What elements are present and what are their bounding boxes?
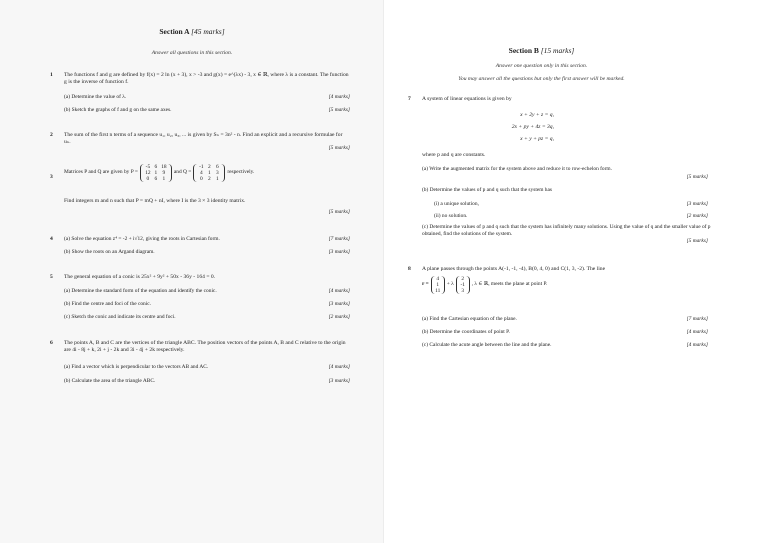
line-equation bbox=[422, 276, 547, 294]
matrix-p-cell: -5 bbox=[145, 164, 151, 170]
right-page bbox=[384, 0, 768, 543]
vector-cell: 11 bbox=[435, 288, 441, 294]
part-a-marks: [7 marks] bbox=[328, 236, 350, 242]
line-text: , λ ∈ ℝ, meets the plane at point P. bbox=[471, 281, 548, 288]
part-c: (c) Determine the values of p and q such that the system has infinitely many solutions. Using the value of q and the smaller value of p obtained, find the solutions of the system. bbox=[422, 224, 711, 237]
matrix-equation bbox=[64, 164, 254, 182]
part-c-marks: [5 marks] bbox=[686, 238, 708, 244]
position-vector bbox=[431, 276, 445, 294]
part-b: (b) Determine the coordinates of point P. bbox=[422, 329, 510, 335]
vector-cell: 4 bbox=[436, 276, 440, 282]
question-2 bbox=[50, 132, 350, 156]
part-c: (c) Sketch the conic and indicate its centre and foci. bbox=[64, 314, 176, 320]
section-b-marks: [15 marks] bbox=[540, 46, 575, 55]
part-a-marks: [4 marks] bbox=[328, 364, 350, 370]
part-a-marks: [4 marks] bbox=[328, 94, 350, 100]
part-b-marks: [3 marks] bbox=[328, 301, 350, 307]
matrix-q-cell: 6 bbox=[215, 164, 219, 170]
question-number: 2 bbox=[50, 132, 53, 138]
part-a: (a) Determine the value of λ. bbox=[64, 94, 127, 100]
part-a: (a) Write the augmented matrix for the system above and reduce it to row-echelon form. bbox=[422, 166, 612, 172]
section-a-heading: Section A bbox=[159, 27, 190, 36]
part-b-marks: [3 marks] bbox=[328, 249, 350, 255]
constants-text: where p and q are constants. bbox=[422, 152, 486, 158]
question-marks: [5 marks] bbox=[328, 145, 350, 151]
question-text: A plane passes through the points A(-1, -1, -4), B(0, 4, 0) and C(1, 3, -2). The line bbox=[422, 266, 606, 272]
question-text: The points A, B and C are the vertices of the triangle ABC. The position vectors of the points A, B and C relative to the origin are 4i - 8j + k, 2i + j - 2k and 3i - 4j + 2k respectively. bbox=[64, 340, 346, 354]
question-number: 8 bbox=[408, 266, 411, 272]
matrix-q-cell: 2 bbox=[207, 164, 211, 170]
part-b-i: (i) a unique solution, bbox=[434, 201, 479, 207]
vector-cell: -1 bbox=[460, 282, 465, 288]
matrix-q-cell: 1 bbox=[207, 170, 211, 176]
part-b: (b) Sketch the graphs of f and g on the same axes. bbox=[64, 107, 172, 113]
section-a-title bbox=[0, 27, 384, 36]
matrix-p-cell: 1 bbox=[154, 170, 158, 176]
section-b-title bbox=[384, 46, 699, 55]
part-b-ii-marks: [2 marks] bbox=[686, 213, 708, 219]
part-b: (b) Show the roots on an Argand diagram. bbox=[64, 249, 155, 255]
question-4 bbox=[50, 236, 350, 260]
question-6 bbox=[50, 340, 350, 390]
matrix-q-cell: 2 bbox=[207, 176, 211, 182]
question-number: 1 bbox=[50, 72, 53, 78]
matrix-q-cell: 3 bbox=[215, 170, 219, 176]
question-7 bbox=[408, 96, 711, 248]
matrix-p-cell: 6 bbox=[154, 176, 158, 182]
question-number: 7 bbox=[408, 96, 411, 102]
vector-cell: 1 bbox=[436, 282, 440, 288]
question-5 bbox=[50, 274, 350, 326]
matrix-q-cell: -1 bbox=[199, 164, 204, 170]
matrix-q bbox=[193, 164, 225, 182]
matrix-p-cell: 9 bbox=[162, 170, 166, 176]
part-c-marks: [4 marks] bbox=[686, 342, 708, 348]
question-1 bbox=[50, 72, 350, 120]
matrix-p-cell: 18 bbox=[161, 164, 167, 170]
section-b-note-1: Answer one question only in this section. bbox=[495, 63, 588, 69]
vector-cell: 3 bbox=[461, 288, 465, 294]
part-b-marks: [4 marks] bbox=[686, 329, 708, 335]
part-c-marks: [2 marks] bbox=[328, 314, 350, 320]
part-a: (a) Find a vector which is perpendicular to the vectors AB and AC. bbox=[64, 364, 209, 370]
equation-2: 2x + py + 4z = 3q, bbox=[511, 124, 554, 130]
part-b: (b) Find the centre and foci of the conic. bbox=[64, 301, 151, 307]
line-r-label: r = bbox=[422, 281, 429, 288]
section-a-note: Answer all questions in this section. bbox=[151, 50, 233, 56]
equation-1: x + 2y + z = q, bbox=[520, 112, 554, 118]
question-number: 6 bbox=[50, 340, 53, 346]
part-b-marks: [3 marks] bbox=[328, 378, 350, 384]
matrix-p-cell: 6 bbox=[154, 164, 158, 170]
question-text: The sum of the first n terms of a sequence u₁, u₂, u₃, ... is given by Sₙ = 3n² - n. Find an explicit and a recursive formulae for uₙ. bbox=[64, 132, 343, 146]
question-number: 4 bbox=[50, 236, 53, 242]
section-b-heading: Section B bbox=[508, 46, 539, 55]
matrix-p-cell: 1 bbox=[162, 176, 166, 182]
section-a-marks: [45 marks] bbox=[191, 27, 225, 36]
part-b-marks: [5 marks] bbox=[328, 107, 350, 113]
part-b: (b) Calculate the area of the triangle ABC. bbox=[64, 378, 156, 384]
direction-vector bbox=[456, 276, 470, 294]
question-text: The general equation of a conic is 25x² + 9y² + 50x - 36y - 164 = 0. bbox=[64, 274, 216, 280]
part-b-ii: (ii) no solution. bbox=[434, 213, 468, 219]
lambda-plus: + λ bbox=[446, 281, 454, 288]
matrix-p-cell: 0 bbox=[146, 176, 150, 182]
matrix-p bbox=[140, 164, 172, 182]
matrix-q-cell: 1 bbox=[215, 176, 219, 182]
section-b-note-2: You may answer all the questions but only the first answer will be marked. bbox=[458, 76, 625, 82]
matrix-p-cell: 12 bbox=[145, 170, 151, 176]
vector-cell: 2 bbox=[461, 276, 465, 282]
question-3 bbox=[50, 162, 350, 220]
part-a-marks: [4 marks] bbox=[328, 288, 350, 294]
question-number: 3 bbox=[50, 174, 53, 180]
matrix-q-cell: 0 bbox=[199, 176, 203, 182]
matrix-and: and Q = bbox=[173, 169, 192, 176]
matrix-suffix: respectively. bbox=[227, 169, 255, 176]
part-b-i-marks: [3 marks] bbox=[686, 201, 708, 207]
question-8 bbox=[408, 266, 708, 350]
question-number: 5 bbox=[50, 274, 53, 280]
question-text: The functions f and g are defined by f(x) = 2 ln (x + 3), x > -3 and g(x) = e^(λx) - 3, x ∈ ℝ, where λ is a constant. The function g is the inverse of function f. bbox=[64, 72, 349, 86]
part-a: (a) Solve the equation z⁴ = -2 + i√12, giving the roots in Cartesian form. bbox=[64, 236, 220, 242]
equation-3: x + y + pz = q, bbox=[520, 136, 554, 142]
part-b: (b) Determine the values of p and q such that the system has bbox=[422, 187, 552, 193]
part-a-marks: [5 marks] bbox=[686, 174, 708, 180]
part-a: (a) Determine the standard form of the equation and identify the conic. bbox=[64, 288, 217, 294]
matrix-q-cell: 4 bbox=[199, 170, 203, 176]
question-marks: [5 marks] bbox=[328, 209, 350, 215]
part-c: (c) Calculate the acute angle between the line and the plane. bbox=[422, 342, 552, 348]
part-a: (a) Find the Cartesian equation of the plane. bbox=[422, 316, 517, 322]
question-text: Find integers m and n such that P = mQ + nI, where I is the 3 × 3 identity matrix. bbox=[64, 198, 246, 204]
question-text: A system of linear equations is given by bbox=[422, 96, 512, 102]
part-a-marks: [7 marks] bbox=[686, 316, 708, 322]
matrix-prefix: Matrices P and Q are given by P = bbox=[64, 169, 138, 176]
